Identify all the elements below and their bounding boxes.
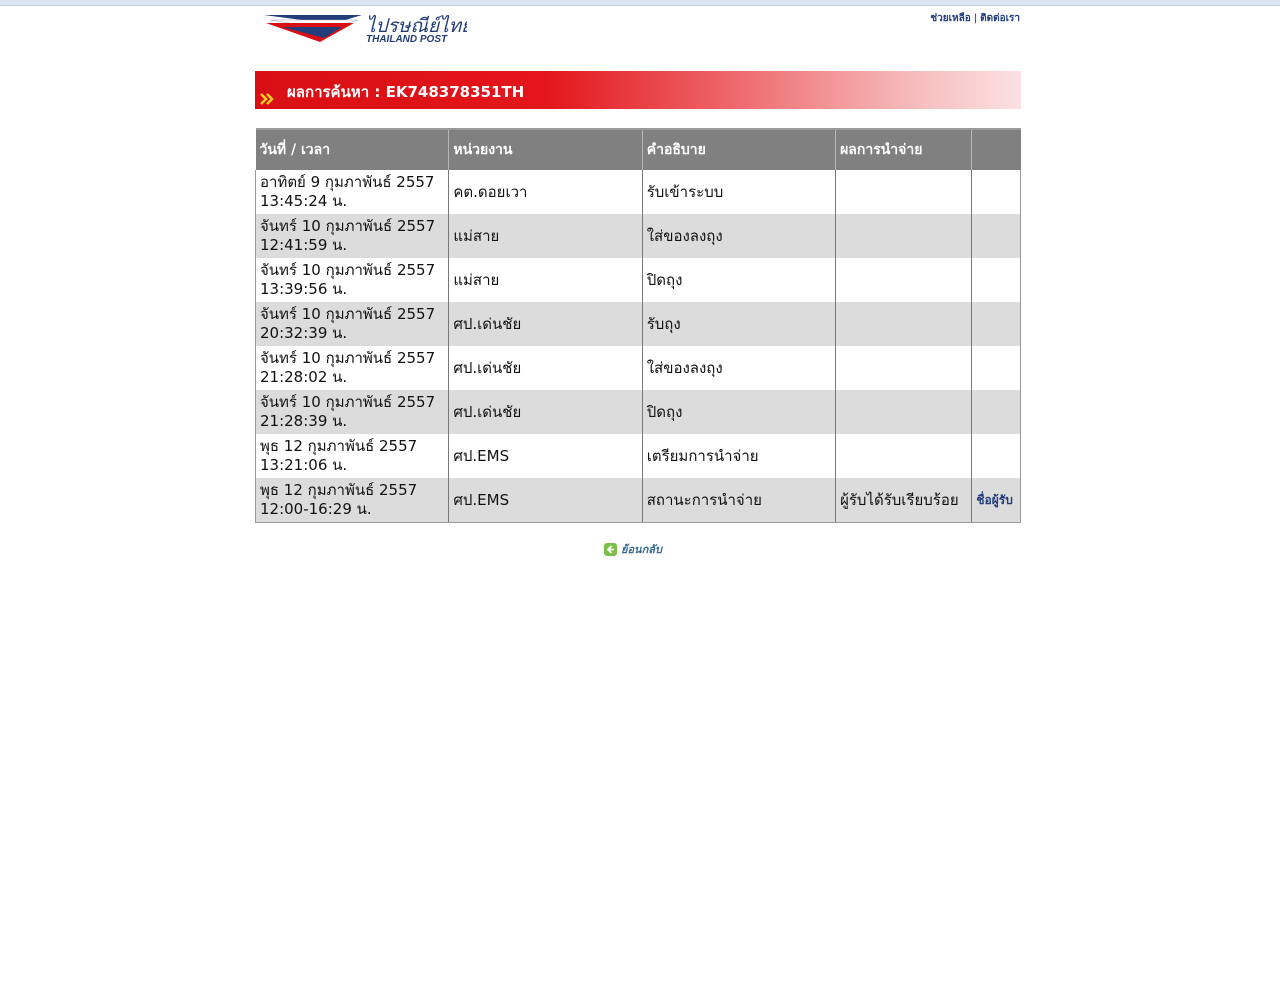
table-row <box>256 390 1021 434</box>
browser-top-strip <box>0 0 1280 6</box>
result-banner <box>255 71 1021 109</box>
cell-datetime <box>256 170 449 214</box>
table-row <box>256 434 1021 478</box>
cell-description: ปิดถุง <box>642 258 835 302</box>
cell-time: 21:28:39 น. <box>260 412 348 430</box>
cell-link-cell <box>972 478 1021 523</box>
double-chevron-icon <box>259 91 275 105</box>
cell-datetime <box>256 302 449 346</box>
cell-office: ศป.เด่นชัย <box>449 390 642 434</box>
cell-link <box>972 302 1021 346</box>
table-row <box>256 302 1021 346</box>
help-link[interactable]: ช่วยเหลือ <box>930 13 971 24</box>
cell-result: ผู้รับได้รับเรียบร้อย <box>836 478 972 523</box>
cell-description: รับถุง <box>642 302 835 346</box>
cell-link <box>972 434 1021 478</box>
link-separator: | <box>973 13 978 24</box>
cell-time: 21:28:02 น. <box>260 368 348 386</box>
cell-description: รับเข้าระบบ <box>642 170 835 214</box>
cell-time: 13:45:24 น. <box>260 192 348 210</box>
header-datetime: วันที่ / เวลา <box>256 129 449 170</box>
recipient-name-link[interactable]: ชื่อผู้รับ <box>976 493 1013 507</box>
cell-office: คต.ดอยเวา <box>449 170 642 214</box>
table-row <box>256 258 1021 302</box>
svg-text:ไปรษณีย์ไทย: ไปรษณีย์ไทย <box>366 15 467 37</box>
cell-office: ศป.EMS <box>449 478 642 523</box>
header-office: หน่วยงาน <box>449 129 642 170</box>
cell-office: แม่สาย <box>449 258 642 302</box>
cell-date: อาทิตย์ 9 กุมภาพันธ์ 2557 <box>260 173 435 191</box>
back-link[interactable]: ย้อนกลับ <box>621 543 662 556</box>
table-row <box>256 214 1021 258</box>
header-delivery-result: ผลการนำจ่าย <box>836 129 972 170</box>
back-button[interactable] <box>604 540 662 558</box>
cell-result <box>836 346 972 390</box>
cell-time: 20:32:39 น. <box>260 324 348 342</box>
cell-result <box>836 390 972 434</box>
cell-date: จันทร์ 10 กุมภาพันธ์ 2557 <box>260 217 436 235</box>
top-links <box>900 11 1020 26</box>
cell-description: สถานะการนำจ่าย <box>642 478 835 523</box>
cell-date: พุธ 12 กุมภาพันธ์ 2557 <box>260 481 418 499</box>
cell-link <box>972 214 1021 258</box>
cell-office: ศป.เด่นชัย <box>449 346 642 390</box>
result-title: ผลการค้นหา : EK748378351TH <box>287 83 525 101</box>
thailand-post-logo[interactable] <box>262 12 467 46</box>
cell-datetime <box>256 478 449 523</box>
cell-datetime <box>256 258 449 302</box>
cell-office: แม่สาย <box>449 214 642 258</box>
cell-result <box>836 302 972 346</box>
header-description: คำอธิบาย <box>642 129 835 170</box>
cell-date: จันทร์ 10 กุมภาพันธ์ 2557 <box>260 261 436 279</box>
cell-description: ปิดถุง <box>642 390 835 434</box>
cell-link <box>972 346 1021 390</box>
tracking-table <box>255 128 1021 523</box>
cell-result <box>836 170 972 214</box>
cell-datetime <box>256 214 449 258</box>
cell-time: 13:39:56 น. <box>260 280 348 298</box>
header-extra <box>972 129 1021 170</box>
logo-graphic <box>262 12 467 46</box>
cell-description: ใส่ของลงถุง <box>642 214 835 258</box>
contact-link[interactable]: ติดต่อเรา <box>980 13 1020 24</box>
cell-date: จันทร์ 10 กุมภาพันธ์ 2557 <box>260 393 436 411</box>
cell-datetime <box>256 434 449 478</box>
cell-link <box>972 390 1021 434</box>
back-arrow-icon <box>604 543 617 556</box>
table-header-row <box>256 129 1021 170</box>
table-row <box>256 346 1021 390</box>
table-row <box>256 170 1021 214</box>
table-row <box>256 478 1021 523</box>
cell-time: 12:00-16:29 น. <box>260 500 372 518</box>
cell-result <box>836 434 972 478</box>
cell-office: ศป.EMS <box>449 434 642 478</box>
cell-datetime <box>256 346 449 390</box>
cell-date: พุธ 12 กุมภาพันธ์ 2557 <box>260 437 418 455</box>
cell-result <box>836 214 972 258</box>
cell-link <box>972 258 1021 302</box>
cell-result <box>836 258 972 302</box>
cell-description: เตรียมการนำจ่าย <box>642 434 835 478</box>
cell-datetime <box>256 390 449 434</box>
cell-description: ใส่ของลงถุง <box>642 346 835 390</box>
cell-office: ศป.เด่นชัย <box>449 302 642 346</box>
cell-link <box>972 170 1021 214</box>
cell-time: 13:21:06 น. <box>260 456 348 474</box>
cell-time: 12:41:59 น. <box>260 236 348 254</box>
svg-text:THAILAND POST: THAILAND POST <box>366 34 448 45</box>
cell-date: จันทร์ 10 กุมภาพันธ์ 2557 <box>260 349 436 367</box>
cell-date: จันทร์ 10 กุมภาพันธ์ 2557 <box>260 305 436 323</box>
